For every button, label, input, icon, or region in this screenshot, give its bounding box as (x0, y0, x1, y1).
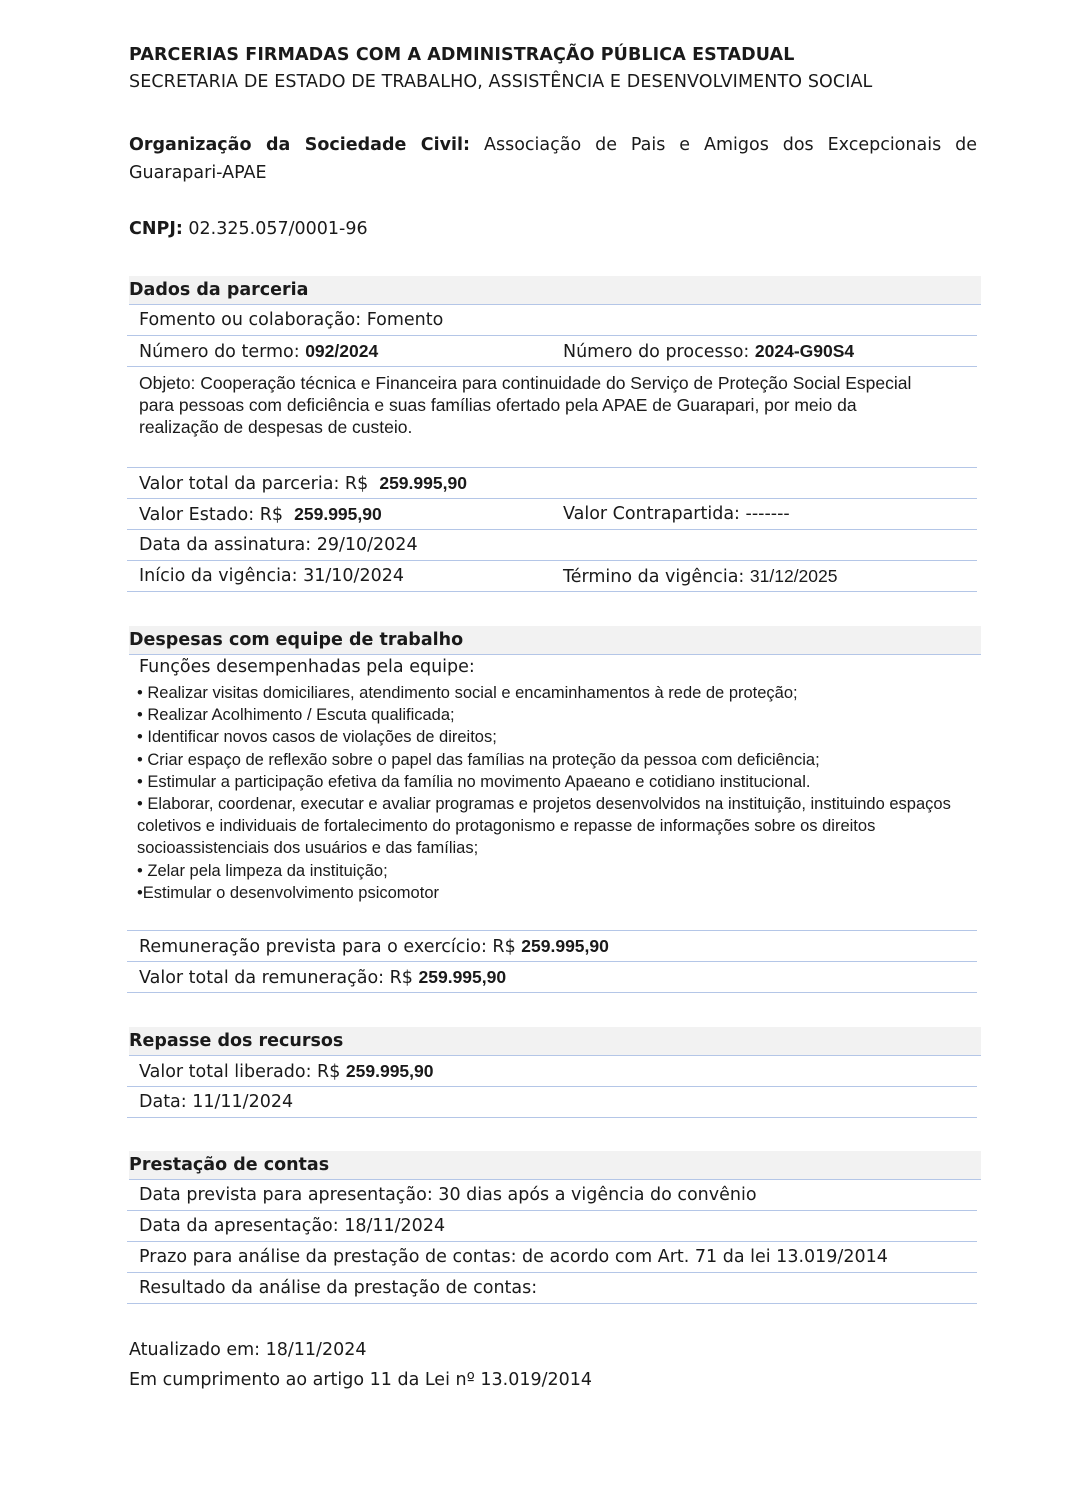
assinatura-text: Data da assinatura: 29/10/2024 (139, 535, 418, 555)
cnpj-line (129, 219, 368, 239)
row-assinatura (127, 530, 977, 561)
apresentacao-text: Data da apresentação: 18/11/2024 (139, 1216, 446, 1236)
remuneracao-value: 259.995,90 (521, 936, 609, 956)
row-termo-processo (127, 336, 977, 367)
remuneracao-label: Remuneração prevista para o exercício: R$ (139, 937, 516, 957)
contrapartida-text: Valor Contrapartida: ------- (563, 504, 790, 524)
prevista-text: Data prevista para apresentação: 30 dias após a vigência do convênio (139, 1185, 757, 1205)
liberado-value: 259.995,90 (345, 1061, 434, 1081)
remuneracao-cell (139, 931, 609, 962)
valor-estado-label: Valor Estado: R$ (139, 505, 283, 525)
valor-estado-cell (139, 499, 382, 530)
osc-value: Associação de Pais e Amigos dos Excepcionais de Guarapari-APAE (129, 135, 977, 183)
section-dados-heading: Dados da parceria (129, 276, 981, 305)
list-item: • Realizar Acolhimento / Escuta qualificada; (137, 706, 455, 725)
cnpj-label: CNPJ: (129, 219, 183, 239)
termo-label: Número do termo: (139, 342, 300, 362)
valor-total-value: 259.995,90 (379, 473, 467, 493)
updated-text: Atualizado em: 18/11/2024 (129, 1340, 367, 1360)
total-remuneracao-value: 259.995,90 (418, 967, 507, 987)
inicio-text: Início da vigência: 31/10/2024 (139, 566, 404, 586)
row-remuneracao (127, 931, 977, 962)
list-item: • Elaborar, coordenar, executar e avaliar programas e projetos desenvolvidos na instituição, instituindo espaços coletivos e individuais de fortalecimento do protagonismo e repasse de informações sobre os direitos socioassistenciais dos usuários e das famílias; (137, 795, 951, 858)
row-total-remuneracao (127, 962, 977, 993)
liberado-label: Valor total liberado: R$ (139, 1062, 341, 1082)
fomento-text: Fomento ou colaboração: Fomento (139, 310, 444, 330)
section-despesas-heading: Despesas com equipe de trabalho (129, 626, 981, 655)
total-remuneracao-cell (139, 962, 506, 993)
row-fomento (127, 305, 977, 336)
list-item: • Realizar visitas domiciliares, atendimento social e encaminhamentos à rede de proteção; (137, 684, 798, 702)
row-vigencia (127, 561, 977, 592)
termino-cell (563, 561, 838, 592)
section-prestacao-heading: Prestação de contas (129, 1151, 981, 1180)
row-valor-total (127, 468, 977, 499)
cnpj-value: 02.325.057/0001-96 (188, 219, 368, 239)
osc-paragraph (129, 131, 977, 187)
processo-value: 2024-G90S4 (754, 341, 855, 361)
termino-label: Término da vigência: (563, 567, 745, 587)
processo-label: Número do processo: (563, 342, 750, 362)
row-prazo (127, 1242, 977, 1273)
section-repasse-heading: Repasse dos recursos (129, 1027, 981, 1056)
compliance-text: Em cumprimento ao artigo 11 da Lei nº 13.019/2014 (129, 1370, 593, 1390)
list-item: • Criar espaço de reflexão sobre o papel das famílias na proteção da pessoa com deficiência; (137, 750, 820, 769)
row-resultado (127, 1273, 977, 1304)
list-item: •Estimular o desenvolvimento psicomotor (137, 883, 439, 902)
list-item: • Identificar novos casos de violações de direitos; (137, 728, 497, 747)
termo-cell (139, 336, 378, 367)
valor-estado-value: 259.995,90 (294, 504, 382, 524)
document-subtitle: SECRETARIA DE ESTADO DE TRABALHO, ASSISTÊNCIA E DESENVOLVIMENTO SOCIAL (129, 72, 873, 92)
row-repasse-data (127, 1087, 977, 1118)
list-item: • Zelar pela limpeza da instituição; (137, 861, 388, 880)
liberado-cell (139, 1056, 434, 1087)
total-remuneracao-label: Valor total da remuneração: R$ (139, 968, 413, 988)
funcoes-label: Funções desempenhadas pela equipe: (139, 657, 475, 677)
osc-label: Organização da Sociedade Civil: (129, 135, 471, 155)
processo-cell (563, 336, 854, 367)
row-liberado (127, 1056, 977, 1087)
repasse-data-text: Data: 11/11/2024 (139, 1092, 294, 1112)
row-valor-estado (127, 499, 977, 530)
termino-value: 31/12/2025 (749, 566, 838, 586)
document-title: PARCERIAS FIRMADAS COM A ADMINISTRAÇÃO PÚBLICA ESTADUAL (129, 45, 795, 65)
row-prevista (127, 1180, 977, 1211)
prazo-text: Prazo para análise da prestação de contas: de acordo com Art. 71 da lei 13.019/2014 (139, 1247, 888, 1267)
resultado-text: Resultado da análise da prestação de contas: (139, 1278, 538, 1298)
funcoes-list (137, 682, 979, 904)
list-item: • Estimular a participação efetiva da família no movimento Apaeano e cotidiano institucional. (137, 772, 811, 791)
valor-total-label: Valor total da parceria: R$ (139, 474, 369, 494)
row-apresentacao (127, 1211, 977, 1242)
objeto-text: Objeto: Cooperação técnica e Financeira para continuidade do Serviço de Proteção Social Especial para pessoas com deficiência e suas famílias ofertado pela APAE de Guarapari, por meio da realização de despesas de custeio. (139, 373, 912, 437)
termo-value: 092/2024 (305, 341, 379, 361)
valor-total-cell (139, 468, 467, 499)
